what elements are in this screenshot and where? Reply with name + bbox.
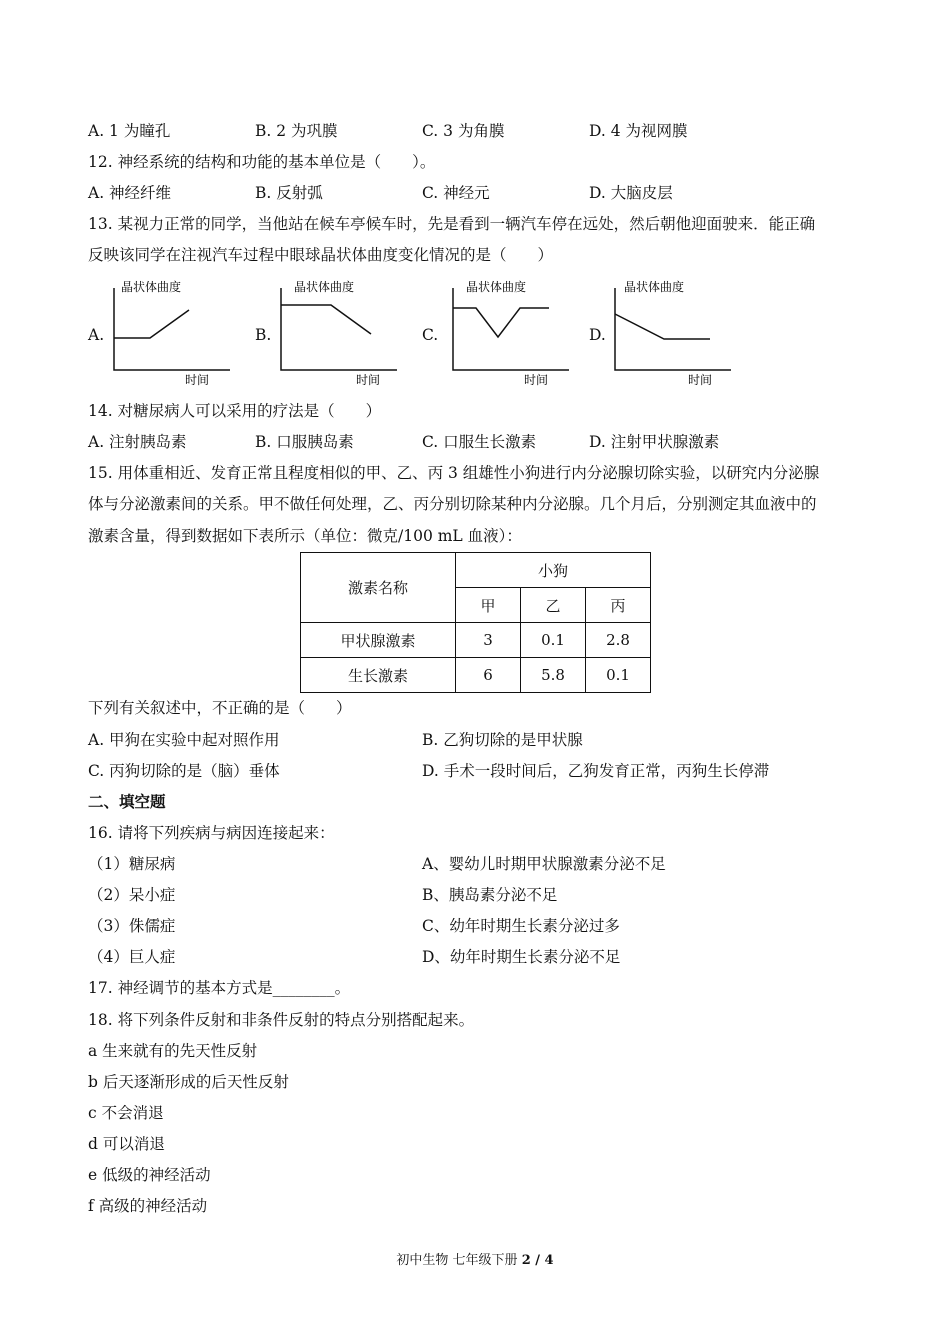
table-cell: 5.8 [521, 658, 586, 693]
q14-option-d: D. 注射甲状腺激素 [589, 433, 720, 451]
q14-option-c: C. 口服生长激素 [422, 433, 537, 451]
graph-b-xlabel: 时间 [356, 373, 381, 386]
q13-stem-line1: 13. 某视力正常的同学，当他站在候车亭候车时，先是看到一辆汽车停在远处，然后朝他迎面驶来．能正确 [88, 215, 816, 233]
footer-text: 初中生物 七年级下册 [396, 1253, 518, 1268]
table-row [301, 658, 651, 693]
list-item: e 低级的神经活动 [88, 1166, 211, 1184]
table-cell: 甲状腺激素 [301, 623, 456, 658]
graph-b-ylabel: 晶状体曲度 [294, 280, 355, 294]
q16-left-item: （3）侏儒症 [88, 917, 176, 935]
graph-b-curve [281, 305, 371, 334]
q11-option-c: C. 3 为角膜 [422, 122, 505, 140]
graph-d-ylabel: 晶状体曲度 [624, 280, 685, 294]
q13-graph-a-label: A. [88, 326, 105, 344]
list-item: d 可以消退 [88, 1135, 165, 1153]
table-cell: 6 [456, 658, 521, 693]
q12-option-c: C. 神经元 [422, 184, 490, 202]
q11-option-d: D. 4 为视网膜 [589, 122, 688, 140]
q12-option-a: A. 神经纤维 [88, 184, 172, 202]
table-row [301, 623, 651, 658]
q12-stem: 12. 神经系统的结构和功能的基本单位是（ ）。 [88, 153, 436, 171]
q15-option-c: C. 丙狗切除的是（脑）垂体 [88, 762, 280, 780]
q15-after: 下列有关叙述中，不正确的是（ ） [88, 699, 352, 717]
q16-left-item: （4）巨人症 [88, 948, 176, 966]
graph-a-curve [114, 310, 189, 338]
q11-option-a: A. 1 为瞳孔 [88, 122, 171, 140]
hormone-table [300, 552, 651, 693]
table-col-bing: 丙 [586, 588, 651, 623]
section-title: 二、填空题 [88, 793, 166, 811]
q13-stem-line2: 反映该同学在注视汽车过程中眼球晶状体曲度变化情况的是（ ） [88, 246, 554, 264]
q13-graph-b-label: B. [255, 326, 272, 344]
graph-d-xlabel: 时间 [688, 373, 713, 386]
q16-left-item: （1）糖尿病 [88, 855, 176, 873]
table-header-hormone: 激素名称 [301, 553, 456, 623]
q15-stem-line3: 激素含量，得到数据如下表所示（单位：微克/100 mL 血液）： [88, 527, 522, 545]
q17-stem: 17. 神经调节的基本方式是________。 [88, 979, 351, 997]
q15-stem-line1: 15. 用体重相近、发育正常且程度相似的甲、乙、丙 3 组雄性小狗进行内分泌腺切除实验，以研究内分泌腺 [88, 464, 820, 482]
q16-right-item: C、幼年时期生长素分泌过多 [422, 917, 620, 935]
list-item: a 生来就有的先天性反射 [88, 1042, 258, 1060]
q13-graph-b [272, 278, 402, 386]
table-col-yi: 乙 [521, 588, 586, 623]
q14-option-b: B. 口服胰岛素 [255, 433, 354, 451]
list-item: f 高级的神经活动 [88, 1197, 208, 1215]
q12-option-d: D. 大脑皮层 [589, 184, 673, 202]
q12-option-b: B. 反射弧 [255, 184, 323, 202]
graph-a-ylabel: 晶状体曲度 [121, 280, 182, 294]
graph-c-curve [453, 308, 549, 337]
table-header-dogs: 小狗 [456, 553, 651, 588]
graph-a-xlabel: 时间 [185, 373, 210, 386]
table-col-jia: 甲 [456, 588, 521, 623]
page-footer [0, 1249, 950, 1268]
q16-stem: 16. 请将下列疾病与病因连接起来： [88, 824, 335, 842]
table-cell: 生长激素 [301, 658, 456, 693]
page-number: 2 / 4 [521, 1253, 554, 1268]
q13-graph-c [444, 278, 574, 386]
q16-left-item: （2）呆小症 [88, 886, 176, 904]
q11-option-b: B. 2 为巩膜 [255, 122, 338, 140]
q14-stem: 14. 对糖尿病人可以采用的疗法是（ ） [88, 402, 382, 420]
table-cell: 0.1 [586, 658, 651, 693]
q15-stem-line2: 体与分泌激素间的关系。甲不做任何处理，乙、丙分别切除某种内分泌腺。几个月后，分别测定其血液中的 [88, 495, 817, 513]
table-cell: 0.1 [521, 623, 586, 658]
q16-right-item: D、幼年时期生长素分泌不足 [422, 948, 621, 966]
q18-stem: 18. 将下列条件反射和非条件反射的特点分别搭配起来。 [88, 1011, 475, 1029]
q13-graph-d [606, 278, 736, 386]
q15-option-d: D. 手术一段时间后，乙狗发育正常，丙狗生长停滞 [422, 762, 770, 780]
graph-c-xlabel: 时间 [524, 373, 549, 386]
q13-graph-c-label: C. [422, 326, 439, 344]
q14-option-a: A. 注射胰岛素 [88, 433, 187, 451]
graph-d-curve [615, 314, 710, 339]
q13-graph-a [105, 278, 235, 386]
list-item: c 不会消退 [88, 1104, 164, 1122]
table-cell: 3 [456, 623, 521, 658]
q15-option-b: B. 乙狗切除的是甲状腺 [422, 731, 583, 749]
q16-right-item: B、胰岛素分泌不足 [422, 886, 558, 904]
q16-right-item: A、婴幼儿时期甲状腺激素分泌不足 [422, 855, 666, 873]
graph-c-ylabel: 晶状体曲度 [466, 280, 527, 294]
q13-graph-d-label: D. [589, 326, 606, 344]
list-item: b 后天逐渐形成的后天性反射 [88, 1073, 289, 1091]
table-cell: 2.8 [586, 623, 651, 658]
q15-option-a: A. 甲狗在实验中起对照作用 [88, 731, 280, 749]
